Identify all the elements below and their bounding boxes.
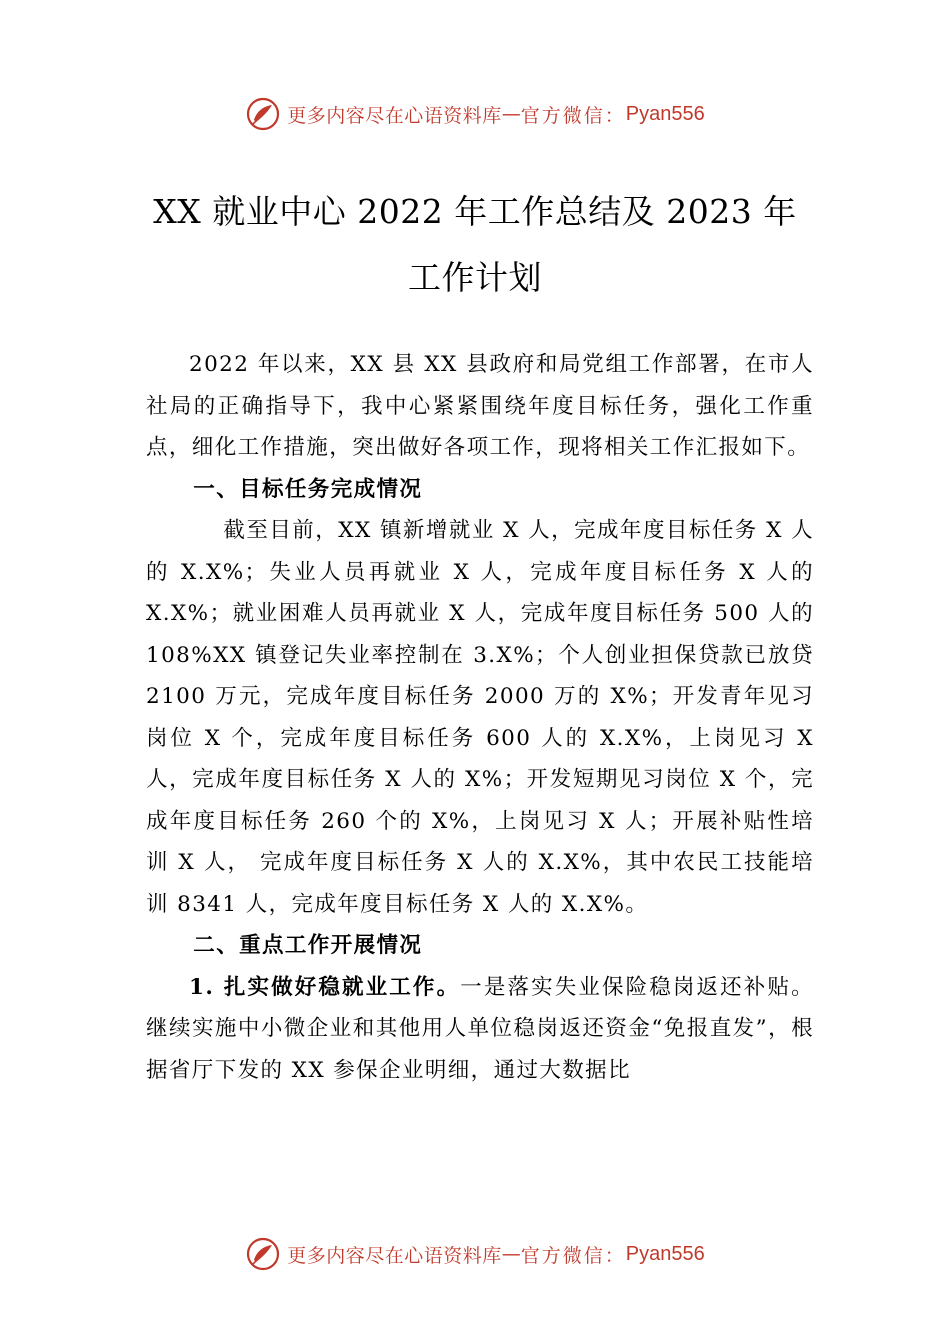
document-title-line2: 工作计划: [408, 258, 542, 297]
brand-logo-icon: [245, 1236, 281, 1272]
watermark-id: Pyan556: [625, 1242, 705, 1265]
watermark-dash: —: [501, 1243, 521, 1265]
watermark-brand: 更多内容尽在心语资料库: [287, 104, 502, 127]
section1-paragraph: 截至目前，XX 镇新增就业 X 人，完成年度目标任务 X 人的 X.X%；失业人员再就业 X 人，完成年度目标任务 X 人的 X.X%；就业困难人员再就业 X 人，完成年度目标任务 500 人的 108%XX 镇登记失业率控制在 3.X%；个人创业担保贷款已放贷 2100 万元，完成年度目标任务 2000 万的 X%；开发青年见习岗位 X 个，完成年度目标任务 600 人的 X.X%，上岗见习 X 人，完成年度目标任务 X 人的 X%；开发短期见习岗位 X 个，完成年度目标任务 260 个的 X%，上岗见习 X 人；开展补贴性培训 X 人， 完成年度目标任务 X 人的 X.X%，其中农民工技能培训 8341 人，完成年度目标任务 X 人的 X.X%。: [146, 518, 814, 917]
item1-paragraph: [146, 967, 814, 1092]
section1-heading: 一、目标任务完成情况: [193, 476, 423, 502]
document-body: [146, 344, 814, 1091]
watermark-dash: —: [501, 103, 521, 125]
document-title-line1: XX 就业中心 2022 年工作总结及 2023 年: [153, 192, 797, 231]
section2-heading: 二、重点工作开展情况: [193, 933, 423, 958]
watermark-label: 官方微信：: [520, 1244, 626, 1267]
watermark-brand: 更多内容尽在心语资料库: [287, 1244, 502, 1267]
watermark-footer: [0, 1234, 950, 1274]
watermark-header: [0, 94, 950, 134]
watermark-label: 官方微信：: [520, 104, 626, 127]
brand-logo-icon: [245, 96, 281, 132]
watermark-id: Pyan556: [625, 102, 705, 125]
intro-paragraph: 2022 年以来，XX 县 XX 县政府和局党组工作部署，在市人社局的正确指导下，我中心紧紧围绕年度目标任务，强化工作重点，细化工作措施，突出做好各项工作，现将相关工作汇报如下。: [146, 352, 814, 460]
item1-lead: 1. 扎实做好稳就业工作。: [189, 974, 461, 1000]
item1-body: 一是落实失业保险稳岗返还补贴。继续实施中小微企业和其他用人单位稳岗返还资金“免报直发”，根据省厅下发的 XX 参保企业明细，通过大数据比: [146, 974, 814, 1083]
